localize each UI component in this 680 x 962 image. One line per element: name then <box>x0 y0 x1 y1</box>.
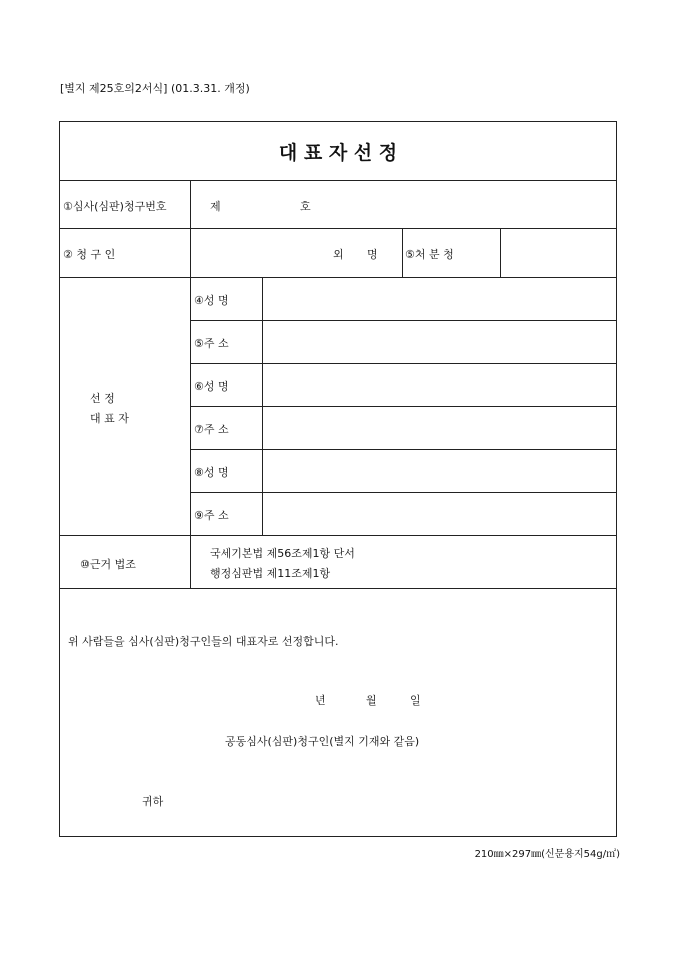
claimant-label: ② 청 구 인 <box>63 248 116 261</box>
disposing-agency-field[interactable] <box>504 234 612 272</box>
divider <box>60 535 616 536</box>
paper-spec-note: 210㎜×297㎜(신문용지54g/㎡) <box>474 849 620 860</box>
date-day-label: 일 <box>410 694 421 707</box>
claim-number-label: ①심사(심판)청구번호 <box>63 200 167 213</box>
claimant-name-field[interactable] <box>196 238 326 266</box>
divider <box>190 492 616 493</box>
form-title: 대 표 자 선 정 <box>278 141 398 164</box>
legal-basis-line2: 행정심판법 제11조제1항 <box>210 567 331 580</box>
column-divider <box>262 277 263 535</box>
divider <box>190 363 616 364</box>
rep-2-address-label: ⑦주 소 <box>194 423 229 436</box>
claim-number-suffix: 호 <box>300 200 311 213</box>
divider <box>190 449 616 450</box>
legal-basis-line1: 국세기본법 제56조제1항 단서 <box>210 547 355 560</box>
form-number-note: [별지 제25호의2서식] (01.3.31. 개정) <box>60 82 250 95</box>
claim-number-prefix: 제 <box>210 200 221 213</box>
disposing-agency-label: ⑤처 분 청 <box>405 248 454 261</box>
divider <box>60 228 616 229</box>
claim-number-field[interactable] <box>300 198 400 216</box>
divider <box>60 180 616 181</box>
rep-3-name-field[interactable] <box>266 454 612 488</box>
rep-2-name-label: ⑥성 명 <box>194 380 229 393</box>
rep-group-label-line2: 대 표 자 <box>90 412 129 425</box>
joint-claimant-signature: 공동심사(심판)청구인(별지 기재와 같음) <box>225 735 420 748</box>
column-divider <box>500 228 501 277</box>
rep-1-name-field[interactable] <box>266 282 612 316</box>
rep-3-name-label: ⑧성 명 <box>194 466 229 479</box>
rep-group-label-line1: 선 정 <box>90 392 115 405</box>
divider <box>60 277 616 278</box>
divider <box>60 588 616 589</box>
date-year-label: 년 <box>315 694 326 707</box>
rep-1-name-label: ④성 명 <box>194 294 229 307</box>
rep-1-address-label: ⑤주 소 <box>194 337 229 350</box>
claimant-myeong-text: 명 <box>367 248 378 261</box>
rep-2-address-field[interactable] <box>266 411 612 445</box>
divider <box>190 406 616 407</box>
rep-3-address-label: ⑨주 소 <box>194 509 229 522</box>
addressee-label: 귀하 <box>142 795 164 808</box>
representative-selection-form <box>59 121 617 837</box>
selection-statement: 위 사람들을 심사(심판)청구인들의 대표자로 선정합니다. <box>68 635 339 648</box>
rep-2-name-field[interactable] <box>266 368 612 402</box>
divider <box>190 320 616 321</box>
column-divider <box>190 180 191 588</box>
column-divider <box>402 228 403 277</box>
rep-3-address-field[interactable] <box>266 497 612 531</box>
legal-basis-label: ⑩근거 법조 <box>80 558 136 571</box>
date-month-label: 월 <box>366 694 377 707</box>
rep-1-address-field[interactable] <box>266 325 612 359</box>
claimant-oe-text: 외 <box>333 248 344 261</box>
